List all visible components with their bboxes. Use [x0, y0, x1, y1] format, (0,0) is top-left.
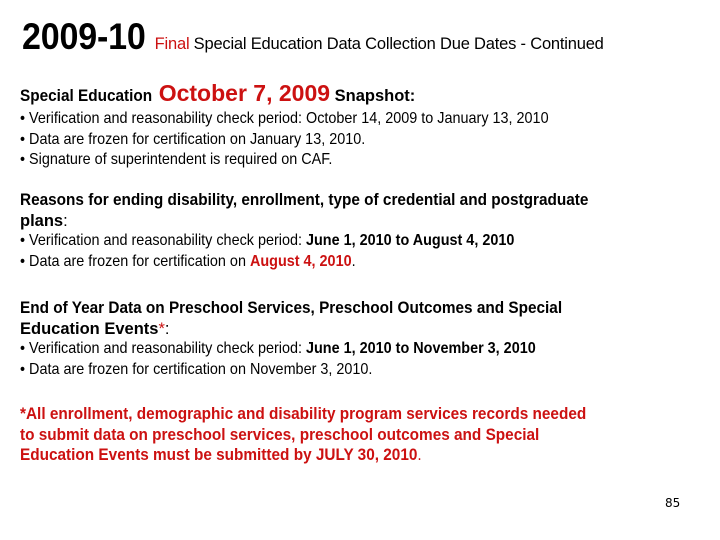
footnote-line-3 — [20, 445, 422, 466]
heading-line-2: plans — [20, 211, 64, 230]
bullet-item — [20, 360, 700, 381]
footnote-asterisk: * — [158, 319, 165, 338]
bullet-item — [20, 252, 700, 273]
bullet-text: • Data are frozen for certification on November 3, 2010. — [20, 360, 373, 378]
bullet-prefix: • Data are frozen for certification on — [20, 252, 250, 270]
section-heading — [20, 80, 700, 109]
deadline-year: , 2010 — [374, 446, 418, 464]
bullet-item — [20, 109, 700, 130]
snapshot-date: October 7, 2009 — [158, 80, 331, 106]
footnote-block — [20, 404, 700, 466]
section-heading — [20, 190, 700, 211]
bullet-text — [20, 339, 536, 360]
heading-suffix: Snapshot: — [334, 87, 416, 105]
footnote-line — [20, 425, 700, 446]
footnote-prefix: Education Events must be submitted by — [20, 446, 316, 464]
bullet-prefix: • Verification and reasonability check period: — [20, 340, 307, 357]
slide-title — [22, 16, 604, 58]
section-heading — [20, 298, 700, 319]
verification-dates: June 1, 2010 to August 4, 2010 — [306, 232, 515, 249]
bullet-text: • Verification and reasonability check period: October 14, 2009 to January 13, 2010 — [20, 110, 549, 127]
deadline-period: . — [417, 446, 422, 464]
bullet-item — [20, 339, 700, 360]
section-heading-cont — [20, 211, 700, 232]
page-number: 85 — [665, 496, 681, 510]
bullet-item — [20, 130, 700, 151]
section-october-snapshot — [20, 80, 700, 171]
title-final-label: Final — [154, 35, 190, 53]
title-year: 2009-10 — [22, 16, 146, 57]
footnote-line-1: *All enrollment, demographic and disability program services records needed — [20, 405, 587, 423]
bullet-text: • Signature of superintendent is required on CAF. — [20, 151, 333, 168]
bullet-item — [20, 150, 700, 171]
heading-line-2: Education Events — [20, 319, 159, 338]
title-text: Special Education Data Collection Due Dates - Continued — [193, 35, 604, 53]
heading-prefix: Special Education — [20, 87, 153, 105]
frozen-date: August 4, 2010 — [249, 252, 352, 270]
bullet-item — [20, 231, 700, 252]
footnote-line — [20, 445, 700, 466]
deadline-date: JULY 30 — [315, 446, 375, 464]
section-heading-cont — [20, 319, 700, 340]
bullet-text — [20, 231, 514, 252]
footnote-line — [20, 404, 700, 425]
heading-colon: : — [164, 319, 170, 338]
bullet-text — [20, 252, 356, 273]
verification-dates: June 1, 2010 to November 3, 2010 — [306, 340, 536, 357]
footnote-line-2: to submit data on preschool services, preschool outcomes and Special — [20, 425, 540, 444]
bullet-text: • Data are frozen for certification on January 13, 2010. — [20, 130, 366, 148]
section-end-of-year — [20, 298, 700, 380]
section-reasons-ending — [20, 190, 700, 272]
bullet-prefix: • Verification and reasonability check period: — [20, 232, 307, 249]
bullet-period: . — [351, 252, 356, 270]
heading-line-1: End of Year Data on Preschool Services, Preschool Outcomes and Special — [20, 299, 563, 317]
heading-line-1: Reasons for ending disability, enrollment, type of credential and postgraduate — [20, 191, 589, 209]
heading-colon: : — [63, 211, 68, 230]
